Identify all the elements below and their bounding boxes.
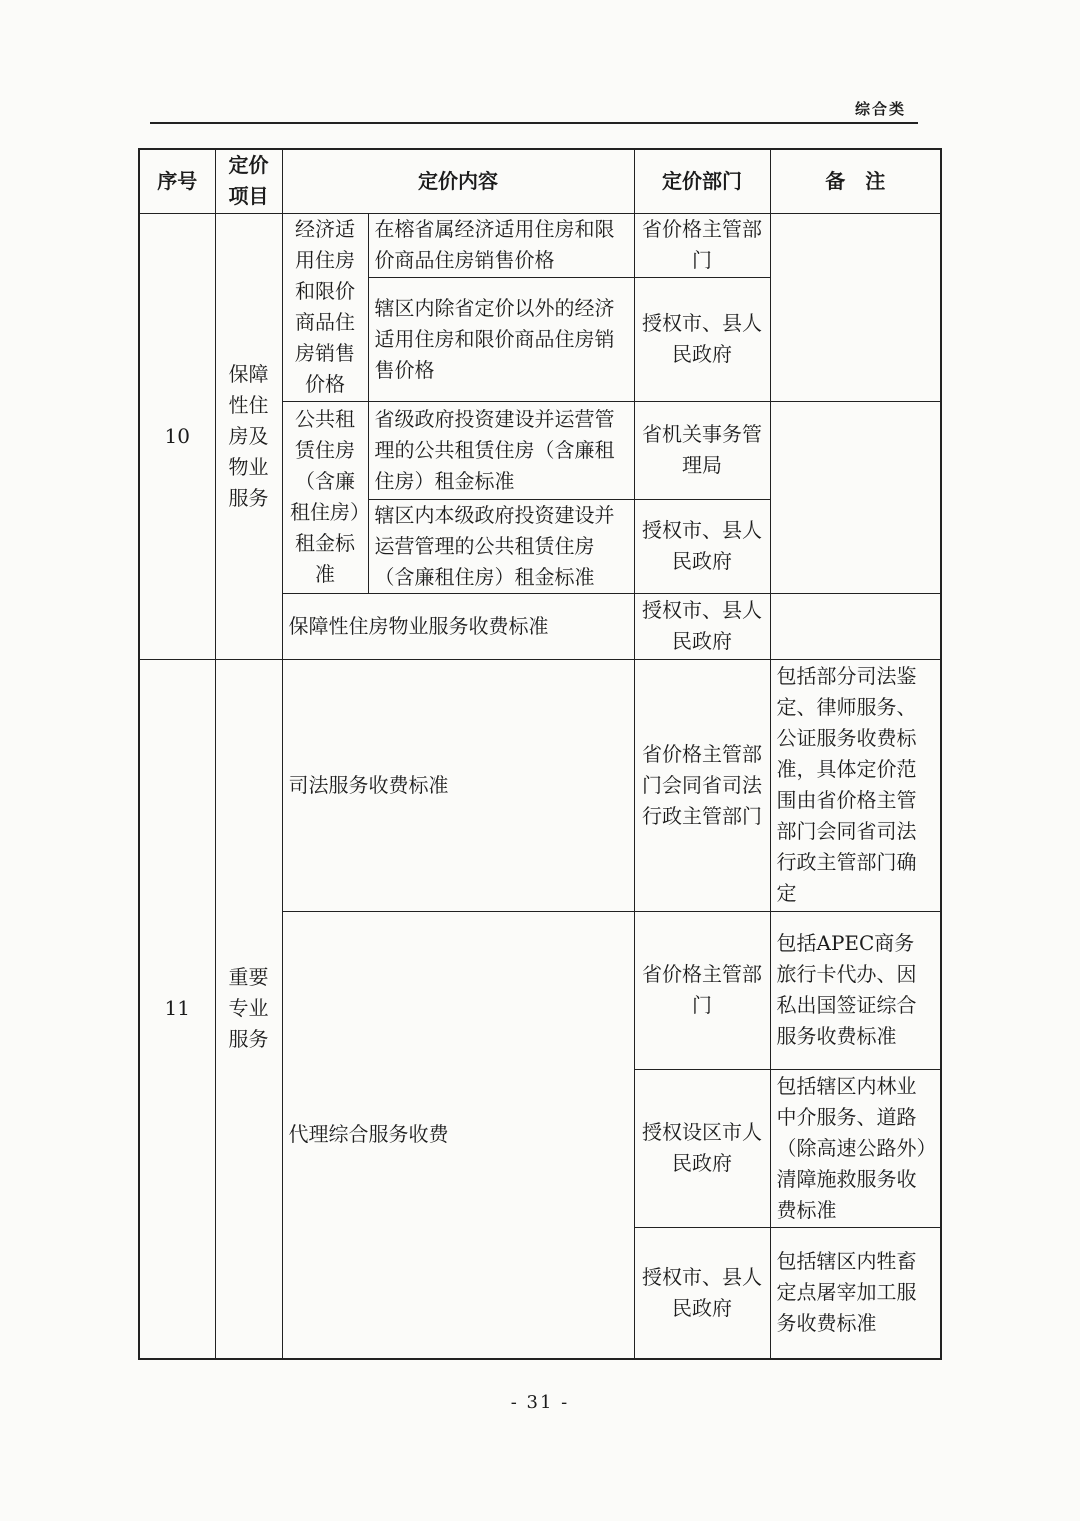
dept-cell: 省价格主管部门 <box>634 911 770 1069</box>
note-cell: 包括辖区内牲畜定点屠宰加工服务收费标准 <box>770 1227 941 1359</box>
dept-cell: 省机关事务管理局 <box>634 401 770 499</box>
row-item: 重要专业服务 <box>215 659 282 1359</box>
dept-cell: 授权市、县人民政府 <box>634 277 770 401</box>
content-cell: 保障性住房物业服务收费标准 <box>282 593 634 659</box>
dept-cell: 授权设区市人民政府 <box>634 1069 770 1227</box>
pricing-table <box>138 148 942 1360</box>
note-cell: 包括部分司法鉴定、律师服务、公证服务收费标准，具体定价范围由省价格主管部门会同省司法行政主管部门确定 <box>770 659 941 911</box>
group-label: 经济适用住房和限价商品住房销售价格 <box>282 213 368 401</box>
dept-cell: 授权市、县人民政府 <box>634 499 770 593</box>
note-cell: 包括辖区内林业中介服务、道路（除高速公路外）清障施救服务收费标准 <box>770 1069 941 1227</box>
row-no: 10 <box>139 213 215 659</box>
document-category-label: 综合类 <box>855 100 907 118</box>
content-cell: 代理综合服务收费 <box>282 911 634 1359</box>
content-cell: 辖区内本级政府投资建设并运营管理的公共租赁住房（含廉租住房）租金标准 <box>368 499 634 593</box>
page-number: - 31 - <box>510 1392 570 1413</box>
note-cell: 包括APEC商务旅行卡代办、因私出国签证综合服务收费标准 <box>770 911 941 1069</box>
col-header-note: 备 注 <box>770 149 941 213</box>
dept-cell: 授权市、县人民政府 <box>634 593 770 659</box>
table-row <box>139 213 941 277</box>
content-cell: 在榕省属经济适用住房和限价商品住房销售价格 <box>368 213 634 277</box>
content-cell: 司法服务收费标准 <box>282 659 634 911</box>
note-cell <box>770 213 941 401</box>
row-no: 11 <box>139 659 215 1359</box>
note-cell <box>770 593 941 659</box>
row-item: 保障性住房及物业服务 <box>215 213 282 659</box>
col-header-no: 序号 <box>139 149 215 213</box>
col-header-dept: 定价部门 <box>634 149 770 213</box>
header-rule <box>150 122 918 124</box>
group-label: 公共租赁住房（含廉租住房）租金标准 <box>282 401 368 593</box>
note-cell <box>770 401 941 593</box>
dept-cell: 省价格主管部门会同省司法行政主管部门 <box>634 659 770 911</box>
col-header-item: 定价项目 <box>215 149 282 213</box>
dept-cell: 授权市、县人民政府 <box>634 1227 770 1359</box>
col-header-content: 定价内容 <box>282 149 634 213</box>
content-cell: 省级政府投资建设并运营管理的公共租赁住房（含廉租住房）租金标准 <box>368 401 634 499</box>
table-row <box>139 659 941 911</box>
table-header-row <box>139 149 941 213</box>
content-cell: 辖区内除省定价以外的经济适用住房和限价商品住房销售价格 <box>368 277 634 401</box>
dept-cell: 省价格主管部门 <box>634 213 770 277</box>
